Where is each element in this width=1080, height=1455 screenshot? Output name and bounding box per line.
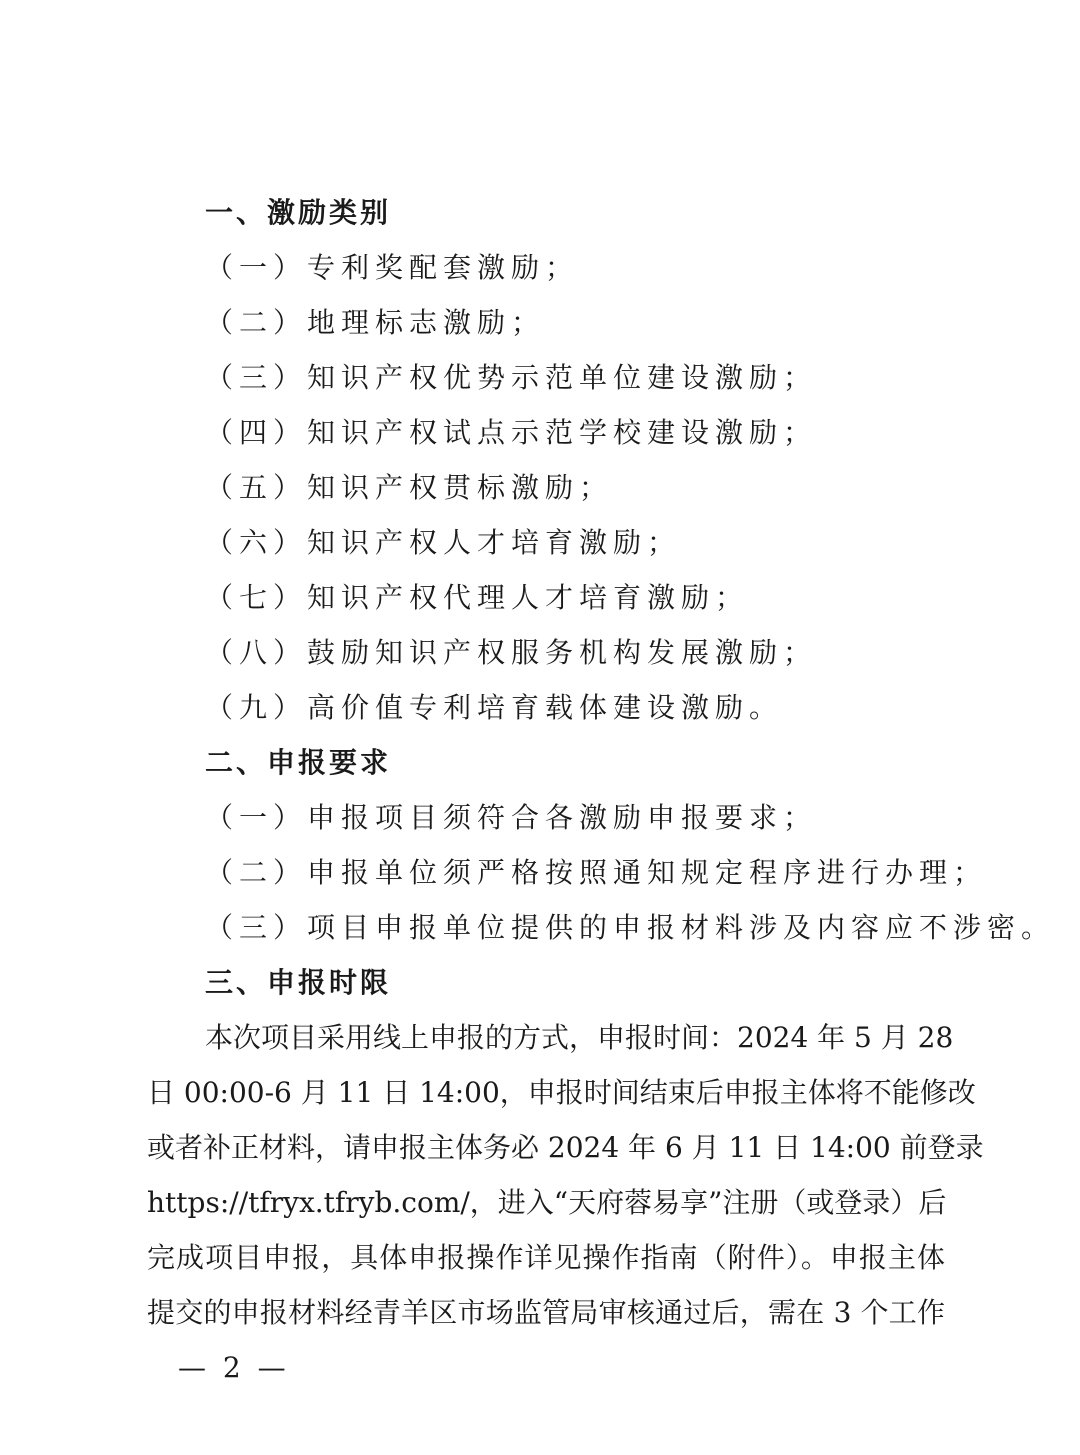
section-heading-incentive-categories: 一、激励类别: [205, 196, 392, 229]
paragraph-line: 完成项目申报，具体申报操作详见操作指南（附件）。申报主体: [147, 1241, 945, 1274]
paragraph-line: 本次项目采用线上申报的方式，申报时间：2024 年 5 月 28: [205, 1021, 954, 1054]
list-item: （五）知识产权贯标激励；: [205, 471, 614, 504]
list-item: （六）知识产权人才培育激励；: [205, 526, 682, 559]
section-heading-application-requirements: 二、申报要求: [205, 746, 392, 779]
list-item: （二）申报单位须严格按照通知规定程序进行办理；: [205, 856, 988, 889]
paragraph-line: https://tfryx.tfryb.com/，进入“天府蓉易享”注册（或登录）后: [147, 1186, 947, 1219]
list-item: （二）地理标志激励；: [205, 306, 546, 339]
paragraph-line: 日 00:00-6 月 11 日 14:00，申报时间结束后申报主体将不能修改: [147, 1076, 976, 1109]
list-item: （九）高价值专利培育载体建设激励。: [205, 691, 784, 724]
paragraph-line: 或者补正材料，请申报主体务必 2024 年 6 月 11 日 14:00 前登录: [147, 1131, 984, 1164]
list-item: （三）项目申报单位提供的申报材料涉及内容应不涉密。: [205, 911, 1056, 944]
list-item: （一）申报项目须符合各激励申报要求；: [205, 801, 818, 834]
list-item: （七）知识产权代理人才培育激励；: [205, 581, 750, 614]
section-heading-application-deadline: 三、申报时限: [205, 966, 392, 999]
paragraph-line: 提交的申报材料经青羊区市场监管局审核通过后，需在 3 个工作: [147, 1296, 945, 1329]
list-item: （三）知识产权优势示范单位建设激励；: [205, 361, 818, 394]
list-item: （四）知识产权试点示范学校建设激励；: [205, 416, 818, 449]
page-number: — 2 —: [178, 1351, 290, 1384]
list-item: （一）专利奖配套激励；: [205, 251, 580, 284]
list-item: （八）鼓励知识产权服务机构发展激励；: [205, 636, 818, 669]
